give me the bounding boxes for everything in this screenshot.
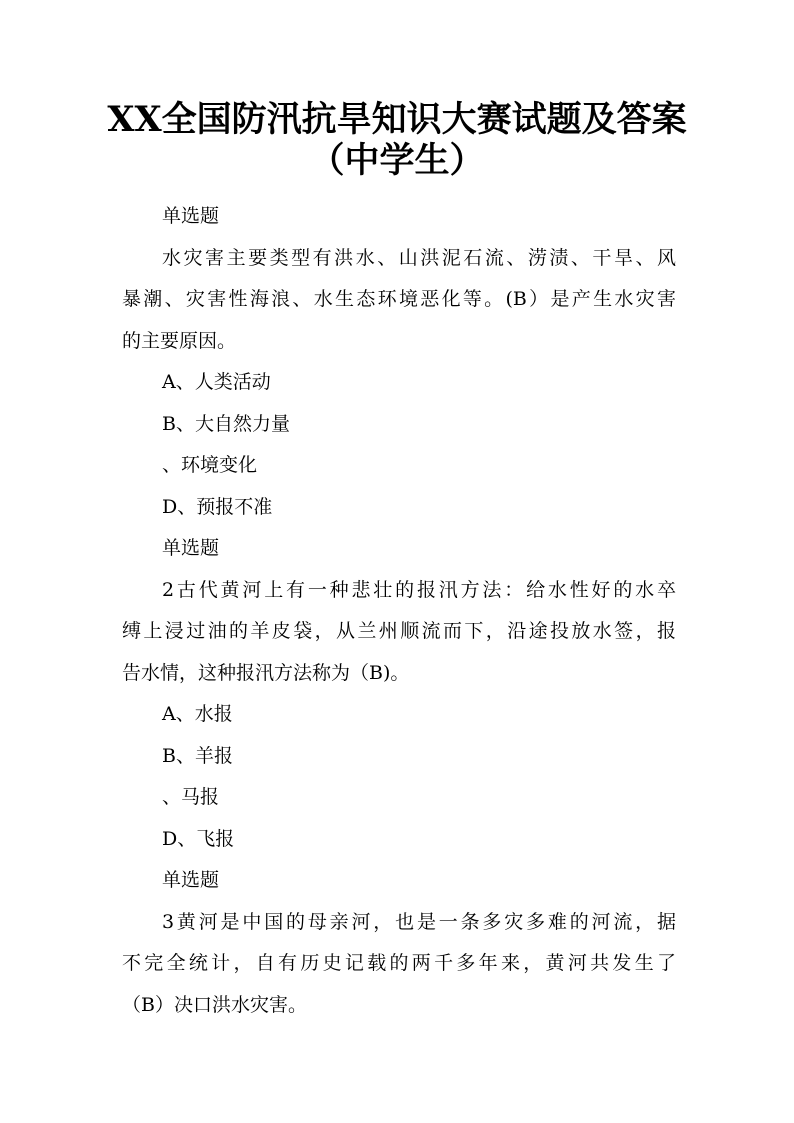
document-body: [122, 196, 676, 1026]
question-type-label: 单选题: [162, 205, 220, 227]
option-c: 、环境变化: [162, 454, 258, 476]
question-stem-line: 的主要原因。: [122, 329, 237, 352]
option-b: B、羊报: [162, 744, 233, 767]
question-stem-line: 2古代黄河上有一种悲壮的报汛方法：给水性好的水卒: [162, 578, 676, 601]
question-stem-line: 暴潮、灾害性海浪、水生态环境恶化等。(B）是产生水灾害: [122, 288, 676, 310]
option-b: B、大自然力量: [162, 412, 290, 435]
question-type-label: 单选题: [162, 869, 220, 891]
question-stem-line: 不完全统计，自有历史记载的两千多年来，黄河共发生了: [122, 952, 676, 974]
option-a: A、人类活动: [162, 371, 271, 393]
question-stem-line: 水灾害主要类型有洪水、山洪泥石流、涝渍、干旱、风: [162, 246, 676, 269]
document-subtitle: （中学生）: [309, 140, 485, 181]
option-d: D、飞报: [162, 827, 235, 850]
document-title: XX全国防汛抗旱知识大赛试题及答案: [107, 99, 687, 140]
option-d: D、预报不准: [162, 495, 273, 518]
question-stem-line: 缚上浸过油的羊皮袋，从兰州顺流而下，沿途投放水签，报: [122, 620, 676, 642]
question-stem-line: 3黄河是中国的母亲河，也是一条多灾多难的河流，据: [162, 910, 676, 933]
option-c: 、马报: [162, 786, 220, 808]
option-a: A、水报: [162, 703, 233, 725]
question-type-label: 单选题: [162, 537, 220, 559]
question-stem-line: 告水情，这种报汛方法称为（B)。: [122, 661, 410, 684]
question-stem-line: （B）决口洪水灾害。: [122, 993, 307, 1016]
